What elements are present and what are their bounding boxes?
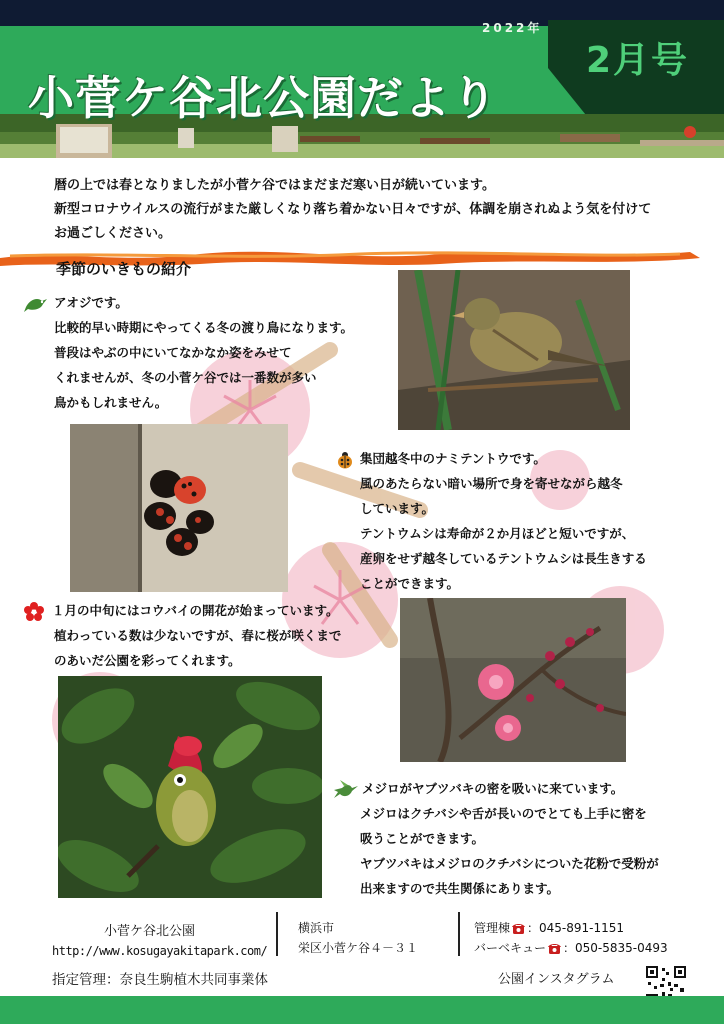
bbq-phone-row xyxy=(474,938,668,958)
footer-park-name: 小菅ケ谷北公園 xyxy=(104,924,196,939)
plum-blossom-photo xyxy=(400,598,626,762)
phone-icon xyxy=(512,923,525,934)
aoji-line: くれませんが、冬の小菅ケ谷では一番数が多い xyxy=(54,370,317,385)
office-tel: ：045-891-1151 xyxy=(527,921,625,935)
mejiro-line: 出来ますので共生関係にあります。 xyxy=(360,881,560,896)
section-heading: 季節のいきもの紹介 xyxy=(56,260,192,278)
mejiro-line: ヤブツバキはメジロのクチバシについた花粉で受粉が xyxy=(360,856,659,871)
mejiro-line: メジロがヤブツバキの密を吸いに来ています。 xyxy=(362,781,624,796)
ladybug-icon xyxy=(336,451,354,469)
flower-icon xyxy=(24,602,44,622)
footer-phone-numbers xyxy=(474,918,668,958)
bird-icon xyxy=(24,295,48,313)
mejiro-photo xyxy=(58,676,322,898)
mejiro-section xyxy=(360,776,659,901)
footer-url-link[interactable]: http://www.kosugayakitapark.com/ xyxy=(52,944,268,958)
bbq-tel: ：050-5835-0493 xyxy=(563,941,668,955)
issue-month: 2月号 xyxy=(586,40,690,81)
phone-icon xyxy=(548,943,561,954)
office-phone-row xyxy=(474,918,668,938)
ladybug-line: 風のあたらない暗い場所で身を寄せながら越冬 xyxy=(360,476,623,491)
plum-line: 植わっている数は少ないですが、春に桜が咲くまで xyxy=(54,628,342,643)
hummingbird-icon xyxy=(332,780,358,800)
office-label: 管理棟 xyxy=(474,921,511,935)
footer-street: 栄区小菅ケ谷４－３１ xyxy=(298,941,419,955)
footer-management: 指定管理：奈良生駒植木共同事業体 xyxy=(52,972,268,988)
footer-divider xyxy=(276,912,278,956)
newsletter-title: 小菅ケ谷北公園だより xyxy=(28,71,498,125)
plum-line: のあいだ公園を彩ってくれます。 xyxy=(54,653,241,668)
footer-address xyxy=(298,918,418,958)
mejiro-line: 吸うことができます。 xyxy=(360,831,485,846)
ladybug-section xyxy=(360,446,647,596)
intro-line: お過ごしください。 xyxy=(54,226,172,241)
plum-line: １月の中旬にはコウバイの開花が始まっています。 xyxy=(52,603,339,618)
aoji-photo xyxy=(398,270,630,430)
plum-section xyxy=(54,598,341,673)
ladybug-line: 産卵をせず越冬しているテントウムシは長生きする xyxy=(360,551,647,566)
ladybug-line: ことができます。 xyxy=(360,576,460,591)
intro-text xyxy=(54,174,694,246)
footer-divider xyxy=(458,912,460,956)
ladybug-line: しています。 xyxy=(360,501,435,516)
ladybug-line: 集団越冬中のナミテントウです。 xyxy=(360,451,546,466)
instagram-label: 公園インスタグラム xyxy=(498,972,615,987)
ladybug-line: テントウムシは寿命が２か月ほどと短いですが、 xyxy=(360,526,635,541)
intro-line: 暦の上では春となりましたが小菅ケ谷ではまだまだ寒い日が続いています。 xyxy=(54,178,495,193)
footer-bar xyxy=(0,996,724,1024)
issue-year: 2022年 xyxy=(482,21,543,35)
bbq-label: バーベキュー xyxy=(474,941,547,955)
aoji-line: 普段はやぶの中にいてなかなか姿をみせて xyxy=(54,345,292,360)
aoji-line: アオジです。 xyxy=(54,295,128,310)
mejiro-line: メジロはクチバシや舌が長いのでとても上手に密を xyxy=(360,806,647,821)
footer-city: 横浜市 xyxy=(298,921,335,935)
aoji-line: 鳥かもしれません。 xyxy=(54,395,168,410)
aoji-line: 比較的早い時期にやってくる冬の渡り鳥になります。 xyxy=(54,320,354,335)
intro-line: 新型コロナウイルスの流行がまた厳しくなり落ち着かない日々ですが、体調を崩されぬよう気を付けて xyxy=(54,202,652,217)
ladybug-photo xyxy=(70,424,288,592)
aoji-section xyxy=(54,290,353,415)
